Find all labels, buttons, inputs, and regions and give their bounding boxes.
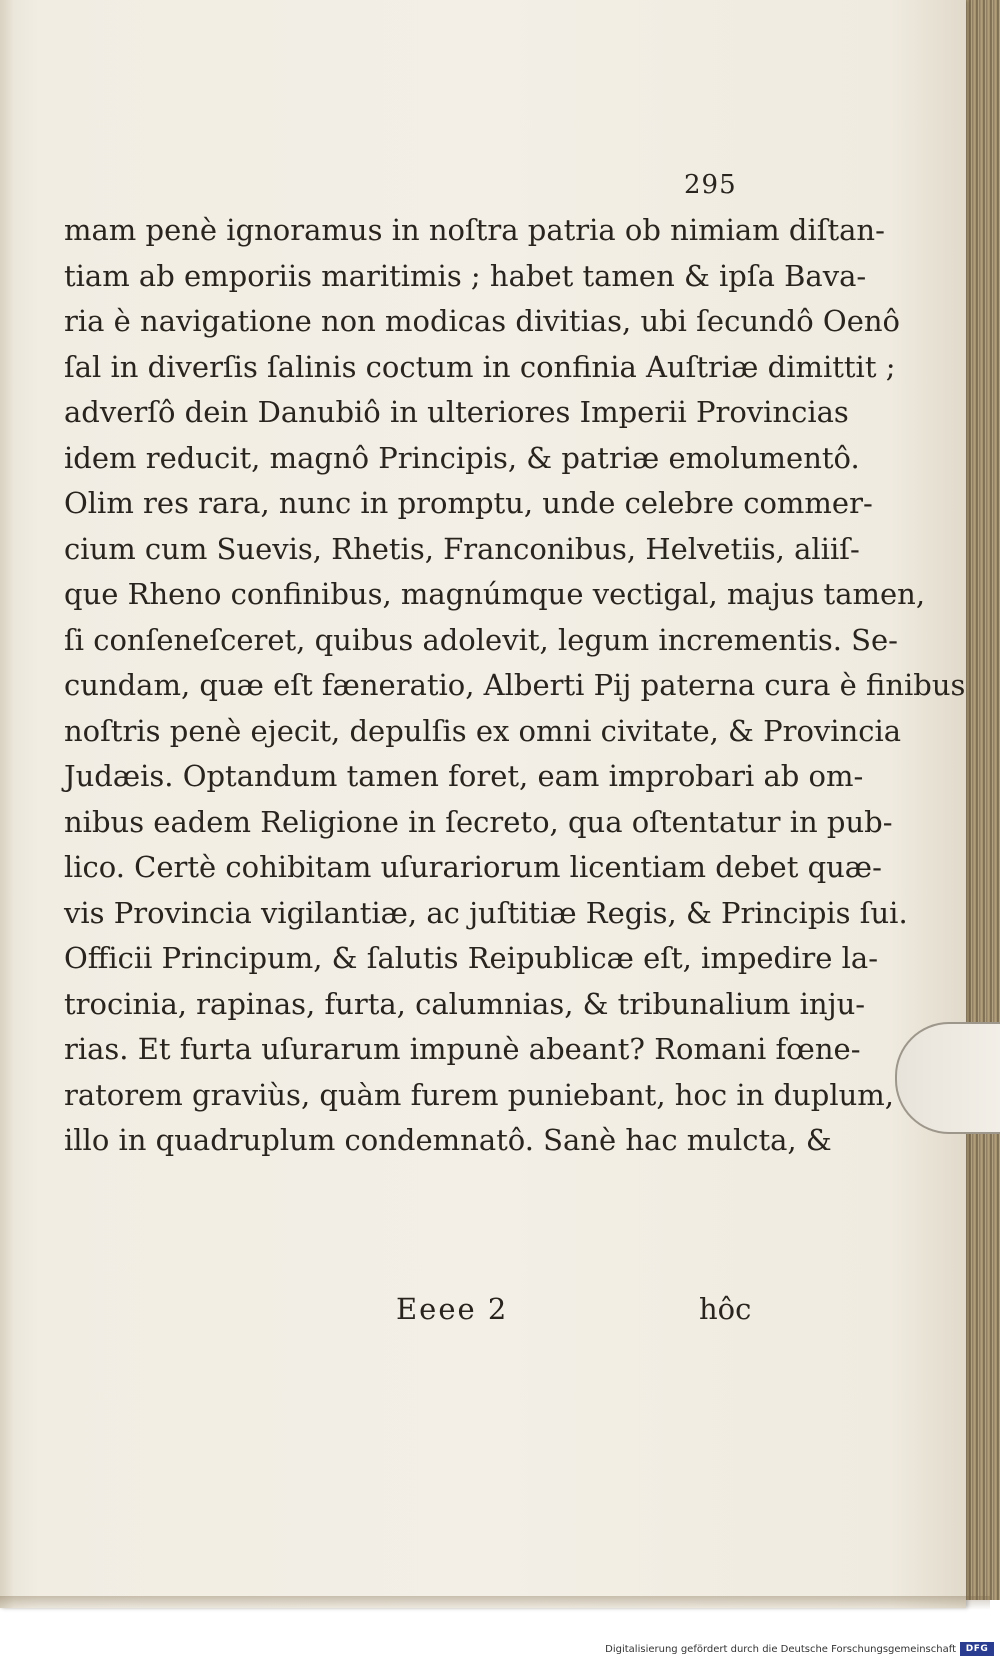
text-line: ratorem graviùs, quàm furem puniebant, hoc in duplum, (64, 1077, 894, 1112)
text-line: adverſô dein Danubiô in ulteriores Imperii Provincias (64, 395, 849, 429)
text-line: nibus eadem Religione in ſecreto, qua oſtentatur in pub- (64, 804, 893, 839)
text-line: cundam, quæ eſt fæneratio, Alberti Pij paterna cura è finibus (64, 668, 966, 702)
spine-shadow (0, 0, 14, 1608)
catchword: hôc (699, 1292, 752, 1326)
text-line: Judæis. Optandum tamen foret, eam improbari ab om- (64, 759, 864, 793)
text-line: idem reducit, magnô Principis, & patriæ emolumentô. (64, 440, 860, 475)
text-line: tiam ab emporiis maritimis ; habet tamen & ipſa Bava- (64, 258, 867, 293)
text-line: ria è navigatione non modicas divitias, ubi ſecundô Oenô (64, 304, 900, 338)
text-line: Olim res rara, nunc in promptu, unde celebre commer- (64, 486, 873, 520)
text-line: ſi conſeneſceret, quibus adolevit, legum incrementis. Se- (64, 622, 898, 657)
funding-credit: Digitalisierung gefördert durch die Deutsche Forschungsgemeinschaft (605, 1644, 956, 1655)
page-footer-row (0, 1292, 966, 1332)
dfg-logo: DFG (960, 1642, 994, 1656)
page-bottom-shadow (0, 1596, 990, 1610)
text-line: noſtris penè ejecit, depulſis ex omni civitate, & Provincia (64, 713, 902, 748)
text-block (64, 208, 966, 1164)
text-line: Officii Principum, & ſalutis Reipublicæ eſt, impedire la- (64, 941, 878, 975)
text-line: lico. Certè cohibitam uſurariorum licentiam debet quæ- (64, 850, 882, 884)
page-clip-tab (895, 1022, 1000, 1134)
text-line: vis Provincia vigilantiæ, ac juſtitiæ Regis, & Principis ſui. (64, 895, 908, 930)
signature-mark: Eeee 2 (396, 1292, 509, 1326)
text-line: trocinia, rapinas, furta, calumnias, & tribunalium inju- (64, 986, 866, 1021)
text-line: que Rheno confinibus, magnúmque vectigal, majus tamen, (64, 577, 926, 611)
text-line: rias. Et furta uſurarum impunè abeant? Romani fœne- (64, 1032, 861, 1066)
text-line: ſal in diverſis ſalinis coctum in confinia Auſtriæ dimittit ; (64, 349, 896, 384)
text-line: mam penè ignoramus in noſtra patria ob nimiam diſtan- (64, 213, 885, 247)
text-line: illo in quadruplum condemnatô. Sanè hac mulcta, & (64, 1123, 832, 1157)
page-number: 295 (684, 170, 737, 200)
text-line: cium cum Suevis, Rhetis, Franconibus, Helvetiis, aliiſ- (64, 531, 860, 566)
